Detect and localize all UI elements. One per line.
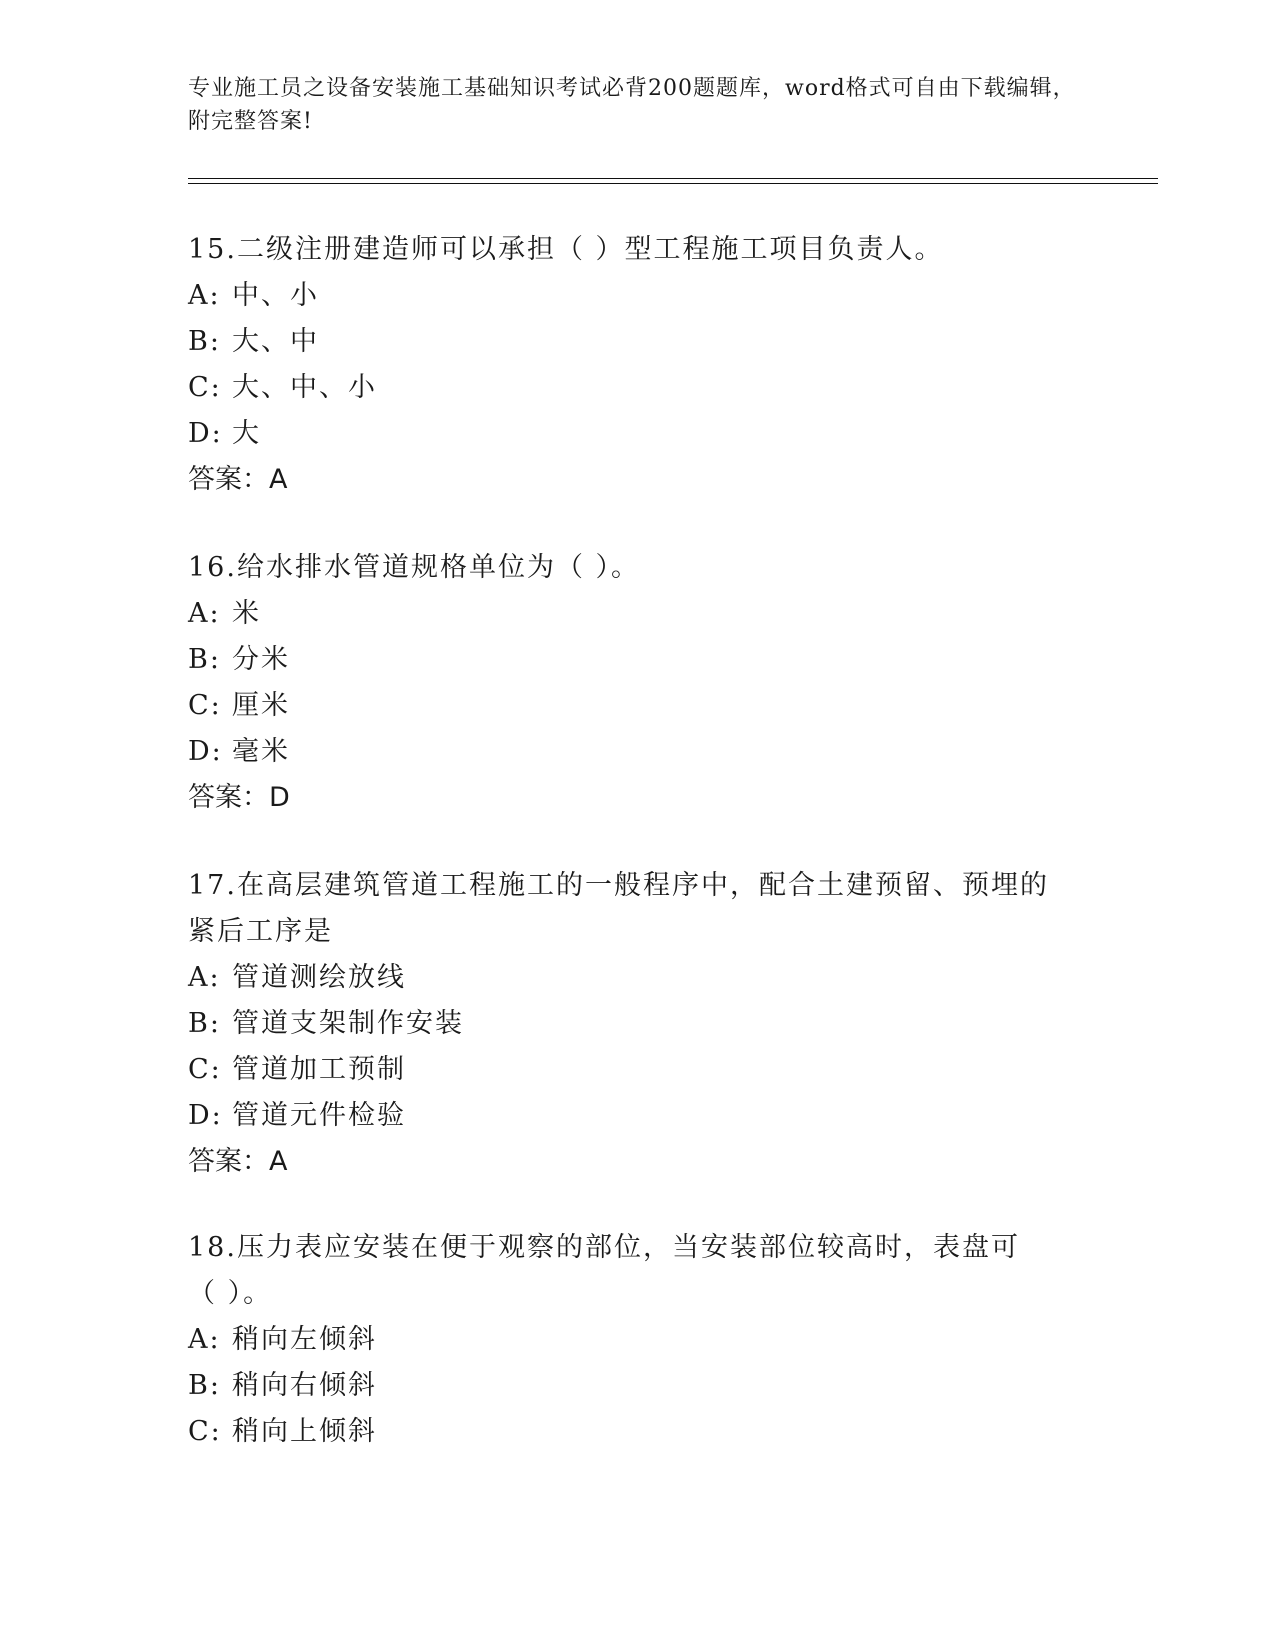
option-text: 稍向上倾斜 — [232, 1416, 377, 1447]
option-text: 管道测绘放线 — [232, 962, 406, 993]
option-letter: D: — [188, 418, 223, 449]
option-letter: A: — [188, 1324, 221, 1355]
question-15 — [188, 227, 1088, 503]
question-18 — [188, 1225, 1048, 1455]
option-text: 米 — [232, 598, 261, 629]
option-letter: B: — [188, 326, 221, 357]
option-letter: D: — [188, 1100, 223, 1131]
option-letter: A: — [188, 962, 221, 993]
option-letter: A: — [188, 598, 221, 629]
option-letter: B: — [188, 1008, 221, 1039]
option-d — [188, 1093, 1068, 1139]
option-b — [188, 637, 1088, 683]
option-text: 分米 — [232, 644, 290, 675]
option-letter: B: — [188, 644, 221, 675]
option-text: 大、中、小 — [232, 372, 377, 403]
header-divider-line — [188, 178, 1158, 179]
option-text: 管道元件检验 — [232, 1100, 406, 1131]
option-text: 毫米 — [232, 736, 290, 767]
option-text: 大、中 — [232, 326, 319, 357]
option-c — [188, 1409, 1048, 1455]
option-text: 中、小 — [232, 280, 319, 311]
option-text: 稍向左倾斜 — [232, 1324, 377, 1355]
option-letter: D: — [188, 736, 223, 767]
answer-line: 答案：D — [188, 782, 290, 813]
question-text: 18.压力表应安装在便于观察的部位，当安装部位较高时，表盘可（ ）。 — [188, 1232, 1020, 1309]
option-letter: B: — [188, 1370, 221, 1401]
question-text: 17.在高层建筑管道工程施工的一般程序中，配合土建预留、预埋的紧后工序是 — [188, 870, 1049, 947]
option-d — [188, 729, 1088, 775]
option-text: 大 — [232, 418, 261, 449]
option-a — [188, 955, 1068, 1001]
question-text: 16.给水排水管道规格单位为（ ）。 — [188, 552, 641, 583]
option-c — [188, 365, 1088, 411]
option-b — [188, 1001, 1068, 1047]
option-text: 稍向右倾斜 — [232, 1370, 377, 1401]
option-c — [188, 1047, 1068, 1093]
option-d — [188, 411, 1088, 457]
option-b — [188, 319, 1088, 365]
option-b — [188, 1363, 1048, 1409]
option-a — [188, 591, 1088, 637]
option-letter: A: — [188, 280, 221, 311]
option-text: 厘米 — [232, 690, 290, 721]
option-text: 管道支架制作安装 — [232, 1008, 464, 1039]
option-letter: C: — [188, 1416, 222, 1447]
question-17 — [188, 863, 1068, 1185]
option-letter: C: — [188, 1054, 222, 1085]
question-text: 15.二级注册建造师可以承担（ ）型工程施工项目负责人。 — [188, 234, 944, 265]
answer-line: 答案：A — [188, 1146, 288, 1177]
header-divider-line-secondary — [188, 183, 1158, 184]
option-c — [188, 683, 1088, 729]
question-16 — [188, 545, 1088, 821]
option-letter: C: — [188, 690, 222, 721]
option-letter: C: — [188, 372, 222, 403]
option-a — [188, 1317, 1048, 1363]
option-a — [188, 273, 1088, 319]
document-header-title: 专业施工员之设备安装施工基础知识考试必背200题题库，word格式可自由下载编辑，附完整答案! — [188, 76, 1076, 134]
answer-line: 答案：A — [188, 464, 288, 495]
option-text: 管道加工预制 — [232, 1054, 406, 1085]
